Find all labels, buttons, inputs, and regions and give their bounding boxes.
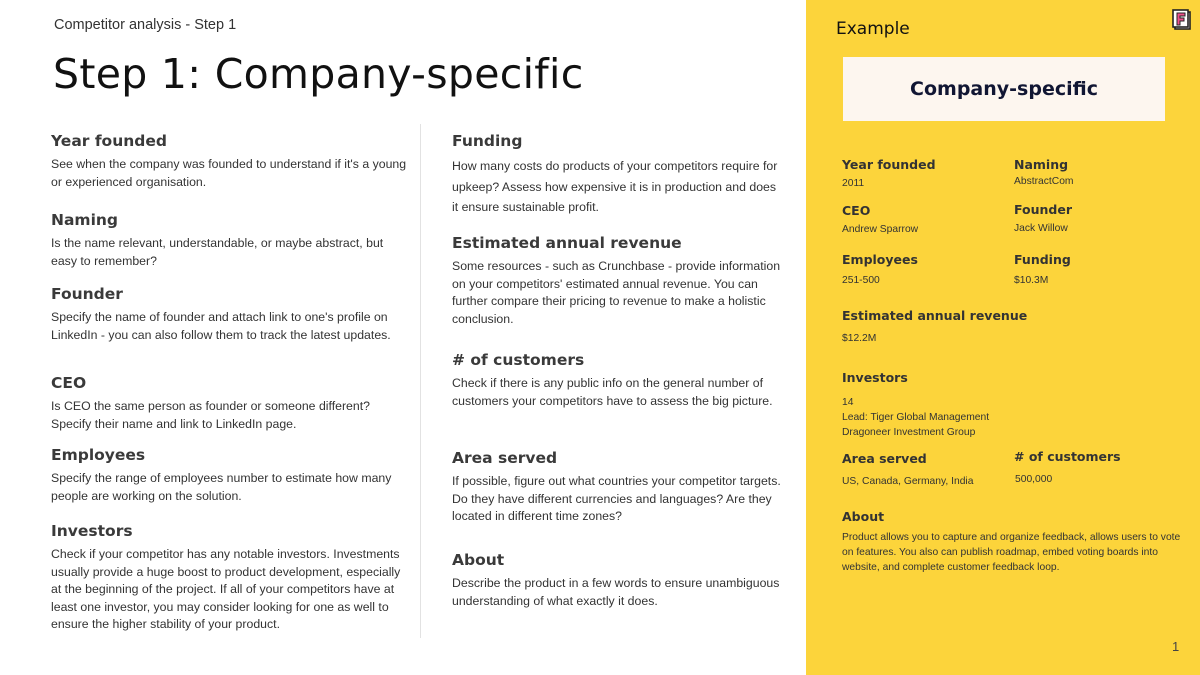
section-heading: About bbox=[452, 551, 505, 569]
example-year-founded bbox=[842, 157, 936, 191]
field-value: Lead: Tiger Global Management bbox=[842, 412, 990, 423]
section-text: How many costs do products of your competitors require for upkeep? Assess how expensive it is in production and does it ensure sustainable profit. bbox=[452, 159, 778, 214]
field-value: 251-500 bbox=[842, 275, 880, 286]
brand-logo-icon bbox=[1172, 9, 1192, 31]
section-heading: CEO bbox=[51, 374, 87, 392]
section-text: Specify the range of employees number to estimate how many people are working on the solution. bbox=[51, 471, 392, 503]
field-value: 2011 bbox=[842, 178, 865, 189]
section-heading: Area served bbox=[452, 449, 558, 467]
section-about bbox=[452, 551, 782, 610]
section-area-served bbox=[452, 449, 782, 526]
section-investors bbox=[51, 522, 411, 634]
example-employees bbox=[842, 252, 918, 288]
field-value: AbstractCom bbox=[1014, 176, 1074, 187]
section-heading: Estimated annual revenue bbox=[452, 234, 682, 252]
example-card bbox=[843, 57, 1165, 121]
field-label: Estimated annual revenue bbox=[842, 308, 1028, 323]
example-funding bbox=[1014, 252, 1071, 288]
section-text: Describe the product in a few words to ensure unambiguous understanding of what exactly it does. bbox=[452, 576, 780, 608]
example-ceo bbox=[842, 203, 918, 237]
field-label: Founder bbox=[1014, 202, 1073, 217]
column-divider bbox=[420, 124, 421, 638]
example-label: Example bbox=[836, 19, 910, 39]
page-number: 1 bbox=[1172, 639, 1180, 654]
section-customers bbox=[452, 351, 782, 410]
section-ceo bbox=[51, 374, 411, 433]
field-label: Investors bbox=[842, 370, 908, 385]
section-heading: Founder bbox=[51, 285, 123, 303]
field-value: Jack Willow bbox=[1014, 223, 1068, 234]
field-value: Product allows you to capture and organize feedback, allows users to vote on features. You also can publish roadmap, embed voting boards into website, and complete customer feedback loop. bbox=[842, 532, 1181, 573]
section-founder bbox=[51, 285, 411, 344]
example-about bbox=[842, 509, 1182, 575]
field-label: Naming bbox=[1014, 157, 1069, 172]
field-label: Funding bbox=[1014, 252, 1071, 267]
section-naming bbox=[51, 211, 411, 270]
example-customers bbox=[1014, 449, 1121, 487]
field-label: Employees bbox=[842, 252, 918, 267]
example-naming bbox=[1014, 157, 1074, 189]
field-value: $12.2M bbox=[842, 333, 877, 344]
section-year-founded bbox=[51, 132, 411, 191]
section-heading: Investors bbox=[51, 522, 133, 540]
example-revenue bbox=[842, 308, 1027, 346]
field-value: Andrew Sparrow bbox=[842, 224, 919, 235]
section-text: Check if your competitor has any notable investors. Investments usually provide a huge boost to product development, especially at the beginning of the project. If all of your competitors have at least one investor, you may consider looking for one as well to ensure the higher stability of your product. bbox=[51, 547, 401, 632]
field-label: CEO bbox=[842, 203, 871, 218]
section-text: See when the company was founded to understand if it's a young or experienced organisation. bbox=[51, 157, 407, 189]
section-text: Specify the name of founder and attach link to one's profile on LinkedIn - you can also follow them to track the latest updates. bbox=[51, 310, 391, 342]
field-value: US, Canada, Germany, India bbox=[842, 476, 974, 487]
field-value: 500,000 bbox=[1015, 474, 1053, 485]
example-founder bbox=[1014, 202, 1072, 236]
section-text: If possible, figure out what countries your competitor targets. Do they have different currencies and languages? Are they located in different time zones? bbox=[452, 474, 781, 524]
field-value: Dragoneer Investment Group bbox=[842, 427, 976, 438]
section-text: Is CEO the same person as founder or someone different? Specify their name and link to LinkedIn page. bbox=[51, 399, 370, 431]
field-label: Area served bbox=[842, 451, 927, 466]
breadcrumb: Competitor analysis - Step 1 bbox=[54, 17, 237, 33]
section-heading: # of customers bbox=[452, 351, 585, 369]
section-employees bbox=[51, 446, 411, 505]
field-label: Year founded bbox=[842, 157, 936, 172]
field-value: $10.3M bbox=[1014, 275, 1049, 286]
example-card-title: Company-specific bbox=[910, 78, 1098, 100]
field-label: # of customers bbox=[1014, 449, 1121, 464]
section-heading: Year founded bbox=[51, 132, 167, 150]
section-heading: Employees bbox=[51, 446, 146, 464]
page-title: Step 1: Company-specific bbox=[53, 50, 584, 98]
field-label: About bbox=[842, 509, 885, 524]
section-text: Check if there is any public info on the general number of customers your competitors have to assess the big picture. bbox=[452, 376, 773, 408]
section-text: Some resources - such as Crunchbase - provide information on your competitors' estimated annual revenue. You can further compare their pricing to revenue to make a holistic conclusion. bbox=[452, 259, 781, 326]
section-text: Is the name relevant, understandable, or maybe abstract, but easy to remember? bbox=[51, 236, 384, 268]
section-heading: Funding bbox=[452, 132, 523, 150]
example-area-served bbox=[842, 451, 973, 489]
field-value: 14 bbox=[842, 397, 854, 408]
example-investors bbox=[842, 370, 989, 440]
section-funding bbox=[452, 132, 782, 218]
section-heading: Naming bbox=[51, 211, 119, 229]
section-revenue bbox=[452, 234, 782, 328]
